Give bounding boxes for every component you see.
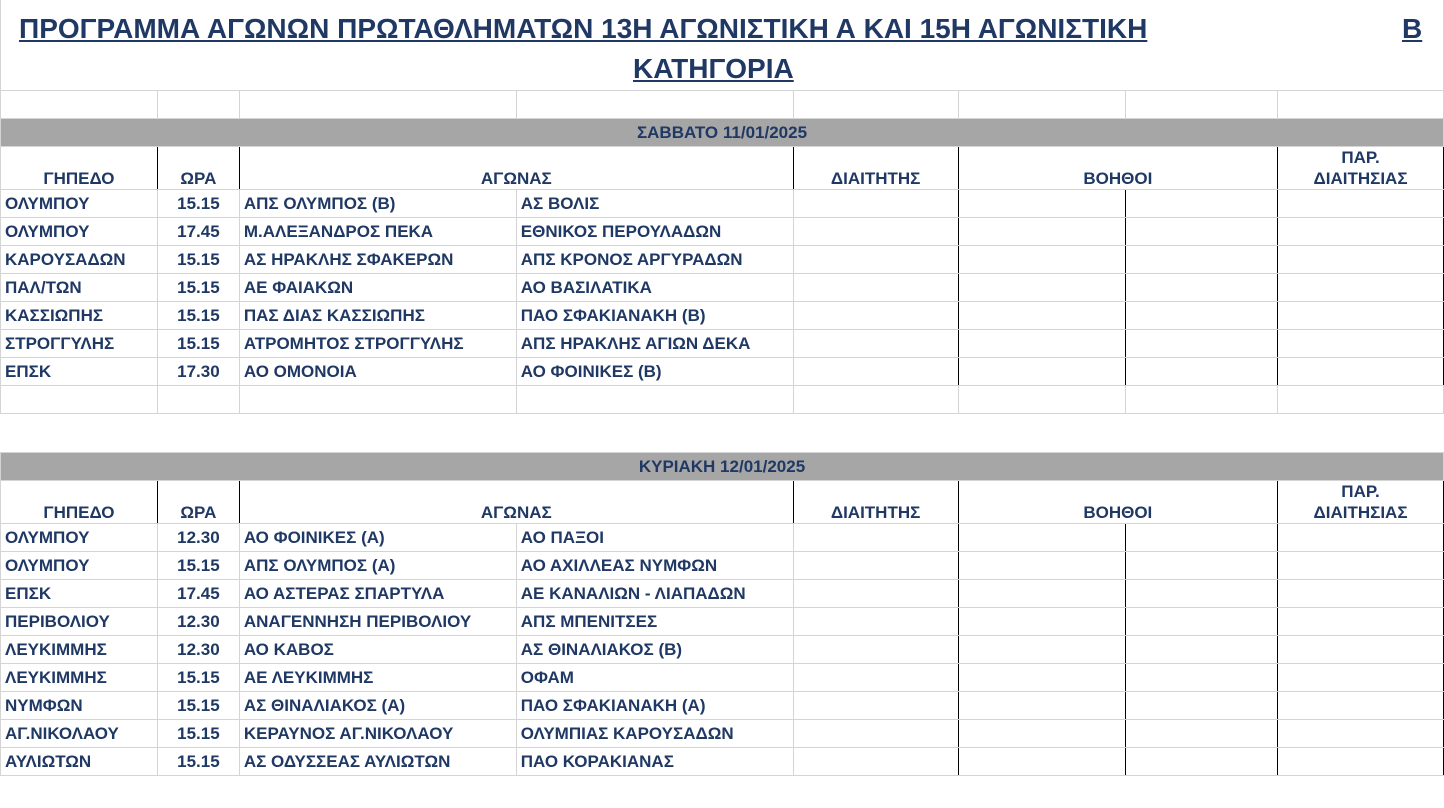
home-team-cell[interactable]: ΑΤΡΟΜΗΤΟΣ ΣΤΡΟΓΓΥΛΗΣ <box>239 330 516 358</box>
col-header-assistants: ΒΟΗΘΟΙ <box>958 147 1278 190</box>
home-team-cell[interactable]: ΑΕ ΛΕΥΚΙΜΜΗΣ <box>239 664 516 692</box>
time-cell[interactable]: 15.15 <box>157 302 239 330</box>
time-cell[interactable]: 15.15 <box>157 190 239 218</box>
title-area <box>0 0 1444 90</box>
table-row <box>1 190 1444 218</box>
venue-cell[interactable]: ΝΥΜΦΩΝ <box>1 692 158 720</box>
time-cell[interactable]: 12.30 <box>157 608 239 636</box>
assistant1-cell[interactable] <box>958 692 1126 720</box>
time-cell[interactable]: 15.15 <box>157 720 239 748</box>
time-cell[interactable]: 12.30 <box>157 524 239 552</box>
assistant1-cell[interactable] <box>958 358 1126 386</box>
assistant1-cell[interactable] <box>958 720 1126 748</box>
time-cell[interactable]: 15.15 <box>157 552 239 580</box>
schedule-table-saturday <box>0 90 1444 414</box>
venue-cell[interactable]: ΚΑΡΟΥΣΑΔΩΝ <box>1 246 158 274</box>
assistant2-cell[interactable] <box>1126 358 1278 386</box>
table-row <box>1 580 1444 608</box>
col-header-observer <box>1278 147 1444 190</box>
assistant2-cell[interactable] <box>1126 664 1278 692</box>
table-row <box>1 246 1444 274</box>
col-header-observer-line1: ΠΑΡ. <box>1341 148 1380 167</box>
observer-cell[interactable] <box>1278 636 1444 664</box>
day-header-saturday: ΣΑΒΒΑΤΟ 11/01/2025 <box>1 119 1444 147</box>
home-team-cell[interactable]: ΑΝΑΓΕΝΝΗΣΗ ΠΕΡΙΒΟΛΙΟΥ <box>239 608 516 636</box>
venue-cell[interactable]: ΟΛΥΜΠΟΥ <box>1 218 158 246</box>
referee-cell[interactable] <box>793 218 958 246</box>
home-team-cell[interactable]: ΚΕΡΑΥΝΟΣ ΑΓ.ΝΙΚΟΛΑΟΥ <box>239 720 516 748</box>
referee-cell[interactable] <box>793 190 958 218</box>
col-header-observer <box>1278 481 1444 524</box>
referee-cell[interactable] <box>793 608 958 636</box>
venue-cell[interactable]: ΟΛΥΜΠΟΥ <box>1 524 158 552</box>
table-row <box>1 636 1444 664</box>
away-team-cell[interactable]: ΑΟ ΦΟΙΝΙΚΕΣ (Β) <box>516 358 793 386</box>
assistant2-cell[interactable] <box>1126 636 1278 664</box>
venue-cell[interactable]: ΣΤΡΟΓΓΥΛΗΣ <box>1 330 158 358</box>
referee-cell[interactable] <box>793 580 958 608</box>
assistant2-cell[interactable] <box>1126 524 1278 552</box>
table-row <box>1 274 1444 302</box>
venue-cell[interactable]: ΟΛΥΜΠΟΥ <box>1 552 158 580</box>
away-team-cell[interactable]: ΟΛΥΜΠΙΑΣ ΚΑΡΟΥΣΑΔΩΝ <box>516 720 793 748</box>
away-team-cell[interactable]: ΑΣ ΒΟΛΙΣ <box>516 190 793 218</box>
table-row <box>1 664 1444 692</box>
observer-cell[interactable] <box>1278 524 1444 552</box>
col-header-observer-line2: ΔΙΑΙΤΗΣΙΑΣ <box>1313 503 1408 522</box>
away-team-cell[interactable]: ΕΘΝΙΚΟΣ ΠΕΡΟΥΛΑΔΩΝ <box>516 218 793 246</box>
home-team-cell[interactable]: Μ.ΑΛΕΞΑΝΔΡΟΣ ΠΕΚΑ <box>239 218 516 246</box>
home-team-cell[interactable]: ΑΠΣ ΟΛΥΜΠΟΣ (Α) <box>239 552 516 580</box>
col-header-venue: ΓΗΠΕΔΟ <box>1 147 158 190</box>
away-team-cell[interactable]: ΠΑΟ ΣΦΑΚΙΑΝΑΚΗ (Α) <box>516 692 793 720</box>
venue-cell[interactable]: ΚΑΣΣΙΩΠΗΣ <box>1 302 158 330</box>
col-header-assistants: ΒΟΗΘΟΙ <box>958 481 1278 524</box>
assistant2-cell[interactable] <box>1126 748 1278 776</box>
assistant2-cell[interactable] <box>1126 580 1278 608</box>
table-row <box>1 302 1444 330</box>
away-team-cell[interactable]: ΑΣ ΘΙΝΑΛΙΑΚΟΣ (Β) <box>516 636 793 664</box>
col-header-match: ΑΓΩΝΑΣ <box>239 481 793 524</box>
observer-cell[interactable] <box>1278 552 1444 580</box>
assistant2-cell[interactable] <box>1126 274 1278 302</box>
assistant2-cell[interactable] <box>1126 190 1278 218</box>
venue-cell[interactable]: ΑΥΛΙΩΤΩΝ <box>1 748 158 776</box>
home-team-cell[interactable]: ΑΕ ΦΑΙΑΚΩΝ <box>239 274 516 302</box>
observer-cell[interactable] <box>1278 218 1444 246</box>
home-team-cell[interactable]: ΑΠΣ ΟΛΥΜΠΟΣ (Β) <box>239 190 516 218</box>
home-team-cell[interactable]: ΑΣ ΗΡΑΚΛΗΣ ΣΦΑΚΕΡΩΝ <box>239 246 516 274</box>
time-cell[interactable]: 17.30 <box>157 358 239 386</box>
home-team-cell[interactable]: ΑΟ ΑΣΤΕΡΑΣ ΣΠΑΡΤΥΛΑ <box>239 580 516 608</box>
time-cell[interactable]: 15.15 <box>157 692 239 720</box>
assistant1-cell[interactable] <box>958 302 1126 330</box>
time-cell[interactable]: 17.45 <box>157 580 239 608</box>
col-header-referee: ΔΙΑΙΤΗΤΗΣ <box>793 481 958 524</box>
away-team-cell[interactable]: ΑΕ ΚΑΝΑΛΙΩΝ - ΛΙΑΠΑΔΩΝ <box>516 580 793 608</box>
away-team-cell[interactable]: ΑΠΣ ΗΡΑΚΛΗΣ ΑΓΙΩΝ ΔΕΚΑ <box>516 330 793 358</box>
venue-cell[interactable]: ΕΠΣΚ <box>1 580 158 608</box>
assistant1-cell[interactable] <box>958 608 1126 636</box>
referee-cell[interactable] <box>793 330 958 358</box>
col-header-time: ΩΡΑ <box>157 147 239 190</box>
assistant1-cell[interactable] <box>958 748 1126 776</box>
away-team-cell[interactable]: ΠΑΟ ΣΦΑΚΙΑΝΑΚΗ (Β) <box>516 302 793 330</box>
home-team-cell[interactable]: ΑΟ ΟΜΟΝΟΙΑ <box>239 358 516 386</box>
venue-cell[interactable]: ΛΕΥΚΙΜΜΗΣ <box>1 636 158 664</box>
page-title-line1-tail: Β <box>1402 13 1423 44</box>
assistant2-cell[interactable] <box>1126 692 1278 720</box>
venue-cell[interactable]: ΠΕΡΙΒΟΛΙΟΥ <box>1 608 158 636</box>
observer-cell[interactable] <box>1278 664 1444 692</box>
assistant2-cell[interactable] <box>1126 218 1278 246</box>
table-row <box>1 692 1444 720</box>
observer-cell[interactable] <box>1278 302 1444 330</box>
assistant1-cell[interactable] <box>958 580 1126 608</box>
referee-cell[interactable] <box>793 720 958 748</box>
observer-cell[interactable] <box>1278 608 1444 636</box>
assistant2-cell[interactable] <box>1126 302 1278 330</box>
home-team-cell[interactable]: ΑΟ ΚΑΒΟΣ <box>239 636 516 664</box>
time-cell[interactable]: 17.45 <box>157 218 239 246</box>
assistant1-cell[interactable] <box>958 524 1126 552</box>
referee-cell[interactable] <box>793 748 958 776</box>
referee-cell[interactable] <box>793 636 958 664</box>
observer-cell[interactable] <box>1278 358 1444 386</box>
venue-cell[interactable]: ΟΛΥΜΠΟΥ <box>1 190 158 218</box>
col-header-observer-line2: ΔΙΑΙΤΗΣΙΑΣ <box>1313 169 1408 188</box>
page-title-line1: ΠΡΟΓΡΑΜΜΑ ΑΓΩΝΩΝ ΠΡΩΤΑΘΛΗΜΑΤΩΝ 13Η ΑΓΩΝΙΣΤΙΚΗ Α ΚΑΙ 15Η ΑΓΩΝΙΣΤΙΚΗ <box>19 13 1148 44</box>
assistant1-cell[interactable] <box>958 218 1126 246</box>
home-team-cell[interactable]: ΑΣ ΟΔΥΣΣΕΑΣ ΑΥΛΙΩΤΩΝ <box>239 748 516 776</box>
observer-cell[interactable] <box>1278 580 1444 608</box>
observer-cell[interactable] <box>1278 692 1444 720</box>
time-cell[interactable]: 15.15 <box>157 664 239 692</box>
assistant1-cell[interactable] <box>958 330 1126 358</box>
table-row <box>1 218 1444 246</box>
page-title-line2: ΚΑΤΗΓΟΡΙΑ <box>633 53 794 84</box>
day-header-sunday: ΚΥΡΙΑΚΗ 12/01/2025 <box>1 453 1444 481</box>
time-cell[interactable]: 15.15 <box>157 274 239 302</box>
venue-cell[interactable]: ΠΑΛ/ΤΩΝ <box>1 274 158 302</box>
col-header-observer-line1: ΠΑΡ. <box>1341 482 1380 501</box>
table-row <box>1 358 1444 386</box>
referee-cell[interactable] <box>793 692 958 720</box>
referee-cell[interactable] <box>793 524 958 552</box>
home-team-cell[interactable]: ΑΣ ΘΙΝΑΛΙΑΚΟΣ (Α) <box>239 692 516 720</box>
assistant1-cell[interactable] <box>958 274 1126 302</box>
time-cell[interactable]: 15.15 <box>157 246 239 274</box>
observer-cell[interactable] <box>1278 246 1444 274</box>
assistant1-cell[interactable] <box>958 552 1126 580</box>
col-header-referee: ΔΙΑΙΤΗΤΗΣ <box>793 147 958 190</box>
assistant2-cell[interactable] <box>1126 246 1278 274</box>
assistant2-cell[interactable] <box>1126 330 1278 358</box>
away-team-cell[interactable]: ΑΟ ΒΑΣΙΛΑΤΙΚΑ <box>516 274 793 302</box>
observer-cell[interactable] <box>1278 330 1444 358</box>
assistant2-cell[interactable] <box>1126 720 1278 748</box>
time-cell[interactable]: 15.15 <box>157 330 239 358</box>
referee-cell[interactable] <box>793 302 958 330</box>
home-team-cell[interactable]: ΠΑΣ ΔΙΑΣ ΚΑΣΣΙΩΠΗΣ <box>239 302 516 330</box>
time-cell[interactable]: 12.30 <box>157 636 239 664</box>
col-header-match: ΑΓΩΝΑΣ <box>239 147 793 190</box>
away-team-cell[interactable]: ΑΟ ΠΑΞΟΙ <box>516 524 793 552</box>
referee-cell[interactable] <box>793 274 958 302</box>
assistant2-cell[interactable] <box>1126 552 1278 580</box>
observer-cell[interactable] <box>1278 190 1444 218</box>
observer-cell[interactable] <box>1278 274 1444 302</box>
referee-cell[interactable] <box>793 664 958 692</box>
venue-cell[interactable]: ΕΠΣΚ <box>1 358 158 386</box>
away-team-cell[interactable]: ΠΑΟ ΚΟΡΑΚΙΑΝΑΣ <box>516 748 793 776</box>
venue-cell[interactable]: ΑΓ.ΝΙΚΟΛΑΟΥ <box>1 720 158 748</box>
assistant1-cell[interactable] <box>958 246 1126 274</box>
assistant1-cell[interactable] <box>958 664 1126 692</box>
referee-cell[interactable] <box>793 246 958 274</box>
table-row <box>1 552 1444 580</box>
time-cell[interactable]: 15.15 <box>157 748 239 776</box>
table-row <box>1 748 1444 776</box>
referee-cell[interactable] <box>793 552 958 580</box>
referee-cell[interactable] <box>793 358 958 386</box>
table-row <box>1 524 1444 552</box>
table-row <box>1 330 1444 358</box>
observer-cell[interactable] <box>1278 720 1444 748</box>
observer-cell[interactable] <box>1278 748 1444 776</box>
away-team-cell[interactable]: ΑΠΣ ΜΠΕΝΙΤΣΕΣ <box>516 608 793 636</box>
col-header-time: ΩΡΑ <box>157 481 239 524</box>
away-team-cell[interactable]: ΑΠΣ ΚΡΟΝΟΣ ΑΡΓΥΡΑΔΩΝ <box>516 246 793 274</box>
assistant2-cell[interactable] <box>1126 608 1278 636</box>
assistant1-cell[interactable] <box>958 190 1126 218</box>
away-team-cell[interactable]: ΑΟ ΑΧΙΛΛΕΑΣ ΝΥΜΦΩΝ <box>516 552 793 580</box>
col-header-venue: ΓΗΠΕΔΟ <box>1 481 158 524</box>
schedule-table-sunday <box>0 452 1444 776</box>
table-row <box>1 720 1444 748</box>
home-team-cell[interactable]: ΑΟ ΦΟΙΝΙΚΕΣ (Α) <box>239 524 516 552</box>
assistant1-cell[interactable] <box>958 636 1126 664</box>
venue-cell[interactable]: ΛΕΥΚΙΜΜΗΣ <box>1 664 158 692</box>
table-row <box>1 608 1444 636</box>
away-team-cell[interactable]: ΟΦΑΜ <box>516 664 793 692</box>
